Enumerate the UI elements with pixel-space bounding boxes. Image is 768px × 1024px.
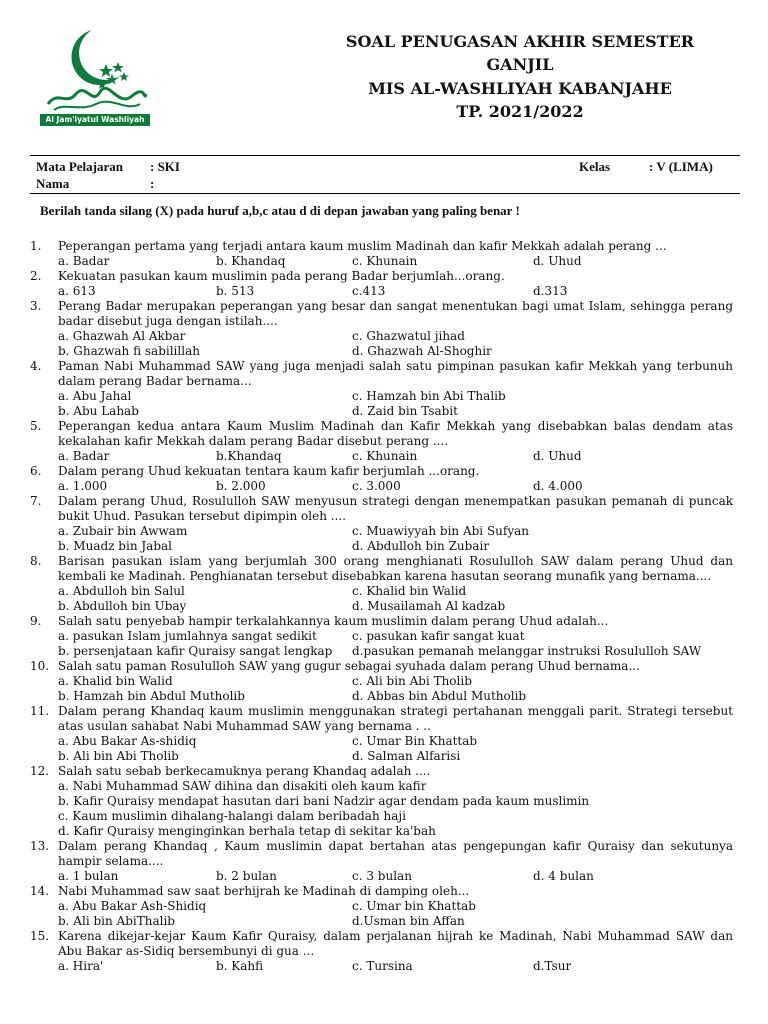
answer-options-row xyxy=(30,404,733,419)
answer-options-row xyxy=(30,284,733,299)
answer-option[interactable]: b. persenjataan kafir Quraisy sangat lengkap xyxy=(58,644,333,658)
question-text: Peperangan pertama yang terjadi antara kaum muslim Madinah dan kafir Mekkah adalah perang ... xyxy=(58,239,667,253)
answer-option[interactable]: d. Abbas bin Abdul Mutholib xyxy=(352,689,527,703)
answer-option[interactable]: c. Khunain xyxy=(352,254,418,268)
crescent-and-stars-logo-icon xyxy=(40,26,150,114)
instruction-text: Berilah tanda silang (X) pada huruf a,b,c atau d di depan jawaban yang paling benar ! xyxy=(40,203,520,218)
answer-option[interactable]: a. Hira' xyxy=(58,959,104,973)
question-text: Karena dikejar-kejar Kaum Kafir Quraisy, dalam perjalanan hijrah ke Madinah, Nabi Muhammad SAW dan Abu Bakar as-Sidiq bersembunyi di gua ... xyxy=(58,929,733,958)
question-item xyxy=(30,839,733,869)
answer-option[interactable]: d. 4 bulan xyxy=(533,869,594,883)
answer-option[interactable]: d.Tsur xyxy=(533,959,572,973)
question-number: 14. xyxy=(30,884,50,898)
answer-option[interactable]: d. Zaid bin Tsabit xyxy=(352,404,458,418)
name-label: Nama xyxy=(36,176,70,191)
answer-option[interactable]: d. Kafir Quraisy menginginkan berhala tetap di sekitar ka'bah xyxy=(58,824,436,838)
subject-value: : SKI xyxy=(150,159,180,174)
answer-option[interactable]: c. Kaum muslimin dihalang-halangi dalam beribadah haji xyxy=(58,809,406,823)
answer-options-row xyxy=(30,899,733,914)
answer-options-row xyxy=(30,809,733,824)
answer-option[interactable]: d. Uhud xyxy=(533,449,582,463)
subject-label: Mata Pelajaran xyxy=(36,159,124,174)
question-text: Peperangan kedua antara Kaum Muslim Madinah dan Kafir Mekkah yang disebabkan balas dendam atas kekalahan kafir Mekkah dalam perang Badar disebut perang .... xyxy=(58,419,733,448)
question-text: Perang Badar merupakan peperangan yang besar dan sangat menentukan bagi umat Islam, sehingga perang badar disebut juga dengan istilah.... xyxy=(58,299,733,328)
question-number: 9. xyxy=(30,614,42,628)
answer-option[interactable]: d. 4.000 xyxy=(533,479,583,493)
answer-options-row xyxy=(30,674,733,689)
question-item xyxy=(30,704,733,734)
answer-option[interactable]: a. Badar xyxy=(58,449,110,463)
answer-options-row xyxy=(30,734,733,749)
question-number: 10. xyxy=(30,659,50,673)
question-number: 13. xyxy=(30,839,50,853)
question-number: 1. xyxy=(30,239,42,253)
answer-options-row xyxy=(30,344,733,359)
answer-option[interactable]: c. pasukan kafir sangat kuat xyxy=(352,629,525,643)
answer-option[interactable]: a. Abu Bakar Ash-Shidiq xyxy=(58,899,207,913)
question-number: 15. xyxy=(30,929,50,943)
answer-option[interactable]: a. 1 bulan xyxy=(58,869,119,883)
answer-option[interactable]: a. Abdulloh bin Salul xyxy=(58,584,185,598)
answer-option[interactable]: b. Khandaq xyxy=(216,254,286,268)
answer-options-row xyxy=(30,599,733,614)
answer-option[interactable]: a. Zubair bin Awwam xyxy=(58,524,188,538)
answer-option[interactable]: d. Musailamah Al kadzab xyxy=(352,599,506,613)
answer-options-row xyxy=(30,479,733,494)
question-text: Dalam perang Khandaq , Kaum muslimin dapat bertahan atas pengepungan kafir Quraisy dan sekutunya hampir selama.... xyxy=(58,839,733,868)
answer-option[interactable]: c.413 xyxy=(352,284,386,298)
answer-option[interactable]: c. Khunain xyxy=(352,449,418,463)
question-item xyxy=(30,419,733,449)
answer-options-row xyxy=(30,869,733,884)
answer-option[interactable]: b. Ali bin Abi Tholib xyxy=(58,749,179,763)
question-text: Dalam perang Khandaq kaum muslimin menggunakan strategi pertahanan menggali parit. Strategi tersebut atas usulan sahabat Nabi Muhammad SAW yang bernama . .. xyxy=(58,704,733,733)
answer-option[interactable]: c. Umar bin Khattab xyxy=(352,899,476,913)
answer-options-row xyxy=(30,329,733,344)
question-item xyxy=(30,764,733,779)
answer-option[interactable]: c. Ali bin Abi Tholib xyxy=(352,674,472,688)
question-item xyxy=(30,614,733,629)
question-number: 12. xyxy=(30,764,50,778)
answer-option[interactable]: b. Abu Lahab xyxy=(58,404,139,418)
question-number: 7. xyxy=(30,494,42,508)
answer-options-row xyxy=(30,794,733,809)
answer-option[interactable]: b. Kafir Quraisy mendapat hasutan dari bani Nadzir agar dendam pada kaum muslimin xyxy=(58,794,590,808)
info-divider xyxy=(30,193,740,194)
answer-option[interactable]: a. Abu Bakar As-shidiq xyxy=(58,734,197,748)
answer-option[interactable]: c. Hamzah bin Abi Thalib xyxy=(352,389,506,403)
answer-option[interactable]: a. Badar xyxy=(58,254,110,268)
organization-logo xyxy=(40,26,150,126)
answer-options-row xyxy=(30,539,733,554)
school-year: TP. 2021/2022 xyxy=(456,102,584,121)
semester-label: GANJIL xyxy=(486,55,554,74)
answer-option[interactable]: d.Usman bin Affan xyxy=(352,914,465,928)
answer-option[interactable]: d.pasukan pemanah melanggar instruksi Rosululloh SAW xyxy=(352,644,702,658)
question-text: Kekuatan pasukan kaum muslimin pada perang Badar berjumlah...orang. xyxy=(58,269,505,283)
school-name: MIS AL-WASHLIYAH KABANJAHE xyxy=(368,79,672,98)
answer-option[interactable]: b. Muadz bin Jabal xyxy=(58,539,172,553)
answer-option[interactable]: a. Ghazwah Al Akbar xyxy=(58,329,186,343)
answer-option[interactable]: a. Abu Jahal xyxy=(58,389,132,403)
answer-options-row xyxy=(30,449,733,464)
question-text: Paman Nabi Muhammad SAW yang juga menjadi salah satu pimpinan pasukan kafir Mekkah yang terbunuh dalam perang Badar bernama... xyxy=(58,359,733,388)
answer-option[interactable]: b.Khandaq xyxy=(216,449,282,463)
answer-option[interactable]: d. Uhud xyxy=(533,254,582,268)
class-label: Kelas xyxy=(579,159,611,174)
answer-option[interactable]: c. Umar Bin Khattab xyxy=(352,734,478,748)
answer-options-row xyxy=(30,584,733,599)
answer-option[interactable]: b. 2 bulan xyxy=(216,869,277,883)
document-title: SOAL PENUGASAN AKHIR SEMESTER xyxy=(345,32,695,51)
question-number: 6. xyxy=(30,464,42,478)
question-item xyxy=(30,464,733,479)
question-list xyxy=(30,239,733,974)
answer-options-row xyxy=(30,914,733,929)
question-item xyxy=(30,494,733,524)
answer-options-row xyxy=(30,959,733,974)
question-number: 8. xyxy=(30,554,42,568)
answer-option[interactable]: a. pasukan Islam jumlahnya sangat sedikit xyxy=(58,629,317,643)
question-number: 4. xyxy=(30,359,42,373)
answer-option[interactable]: a. 1.000 xyxy=(58,479,108,493)
question-text: Salah satu sebab berkecamuknya perang Khandaq adalah .... xyxy=(58,764,431,778)
answer-option[interactable]: b. Ali bin AbiThalib xyxy=(58,914,175,928)
question-number: 2. xyxy=(30,269,42,283)
question-number: 3. xyxy=(30,299,42,313)
answer-options-row xyxy=(30,389,733,404)
answer-options-row xyxy=(30,749,733,764)
answer-option[interactable]: d. Salman Alfarisi xyxy=(352,749,461,763)
answer-options-row xyxy=(30,824,733,839)
answer-option[interactable]: d. Ghazwah Al-Shoghir xyxy=(352,344,492,358)
answer-option[interactable]: a. Khalid bin Walid xyxy=(58,674,173,688)
answer-options-row xyxy=(30,779,733,794)
answer-option[interactable]: b. 513 xyxy=(216,284,255,298)
answer-options-row xyxy=(30,629,733,644)
question-item xyxy=(30,359,733,389)
answer-options-row xyxy=(30,689,733,704)
answer-option[interactable]: b. Kahfi xyxy=(216,959,264,973)
question-item xyxy=(30,269,733,284)
question-item xyxy=(30,299,733,329)
answer-option[interactable]: d. Abdulloh bin Zubair xyxy=(352,539,490,553)
question-text: Nabi Muhammad saw saat berhijrah ke Madinah di damping oleh... xyxy=(58,884,470,898)
answer-option[interactable]: b. Hamzah bin Abdul Mutholib xyxy=(58,689,245,703)
question-item xyxy=(30,884,733,899)
question-text: Salah satu penyebab hampir terkalahkannya kaum muslimin dalam perang Uhud adalah... xyxy=(58,614,609,628)
answer-option[interactable]: c. 3 bulan xyxy=(352,869,412,883)
question-number: 5. xyxy=(30,419,42,433)
answer-option[interactable]: c. 3.000 xyxy=(352,479,401,493)
question-item xyxy=(30,554,733,584)
answer-option[interactable]: c. Muawiyyah bin Abi Sufyan xyxy=(352,524,529,538)
answer-option[interactable]: c. Ghazwatul jihad xyxy=(352,329,465,343)
question-text: Barisan pasukan islam yang berjumlah 300 orang menghianati Rosululloh SAW dalam perang Uhud dan kembali ke Madinah. Penghianatan tersebut disebabkan karena hasutan seorang munafik yang bernama.... xyxy=(58,554,733,583)
answer-option[interactable]: a. Nabi Muhammad SAW dihina dan disakiti oleh kaum kafir xyxy=(58,779,427,793)
answer-option[interactable]: b. Ghazwah fi sabilillah xyxy=(58,344,200,358)
answer-option[interactable]: a. 613 xyxy=(58,284,96,298)
answer-option[interactable]: c. Tursina xyxy=(352,959,413,973)
answer-option[interactable]: b. 2.000 xyxy=(216,479,266,493)
class-value: : V (LIMA) xyxy=(649,159,713,174)
name-field[interactable]: : xyxy=(150,176,155,191)
answer-option[interactable]: d.313 xyxy=(533,284,568,298)
question-text: Dalam perang Uhud, Rosululloh SAW menyusun strategi dengan menempatkan pasukan pemanah di puncak bukit Uhud. Pasukan tersebut dipimpin oleh .... xyxy=(58,494,733,523)
logo-caption: Al Jam'iyatul Washliyah xyxy=(40,114,150,126)
question-item xyxy=(30,659,733,674)
answer-options-row xyxy=(30,644,733,659)
question-text: Salah satu paman Rosululloh SAW yang gugur sebagai syuhada dalam perang Uhud bernama... xyxy=(58,659,640,673)
answer-option[interactable]: b. Abdulloh bin Ubay xyxy=(58,599,187,613)
question-number: 11. xyxy=(30,704,50,718)
question-item xyxy=(30,929,733,959)
answer-option[interactable]: c. Khalid bin Walid xyxy=(352,584,467,598)
header-divider xyxy=(30,155,740,156)
question-item xyxy=(30,239,733,254)
question-text: Dalam perang Uhud kekuatan tentara kaum kafir berjumlah ...orang. xyxy=(58,464,480,478)
answer-options-row xyxy=(30,524,733,539)
answer-options-row xyxy=(30,254,733,269)
